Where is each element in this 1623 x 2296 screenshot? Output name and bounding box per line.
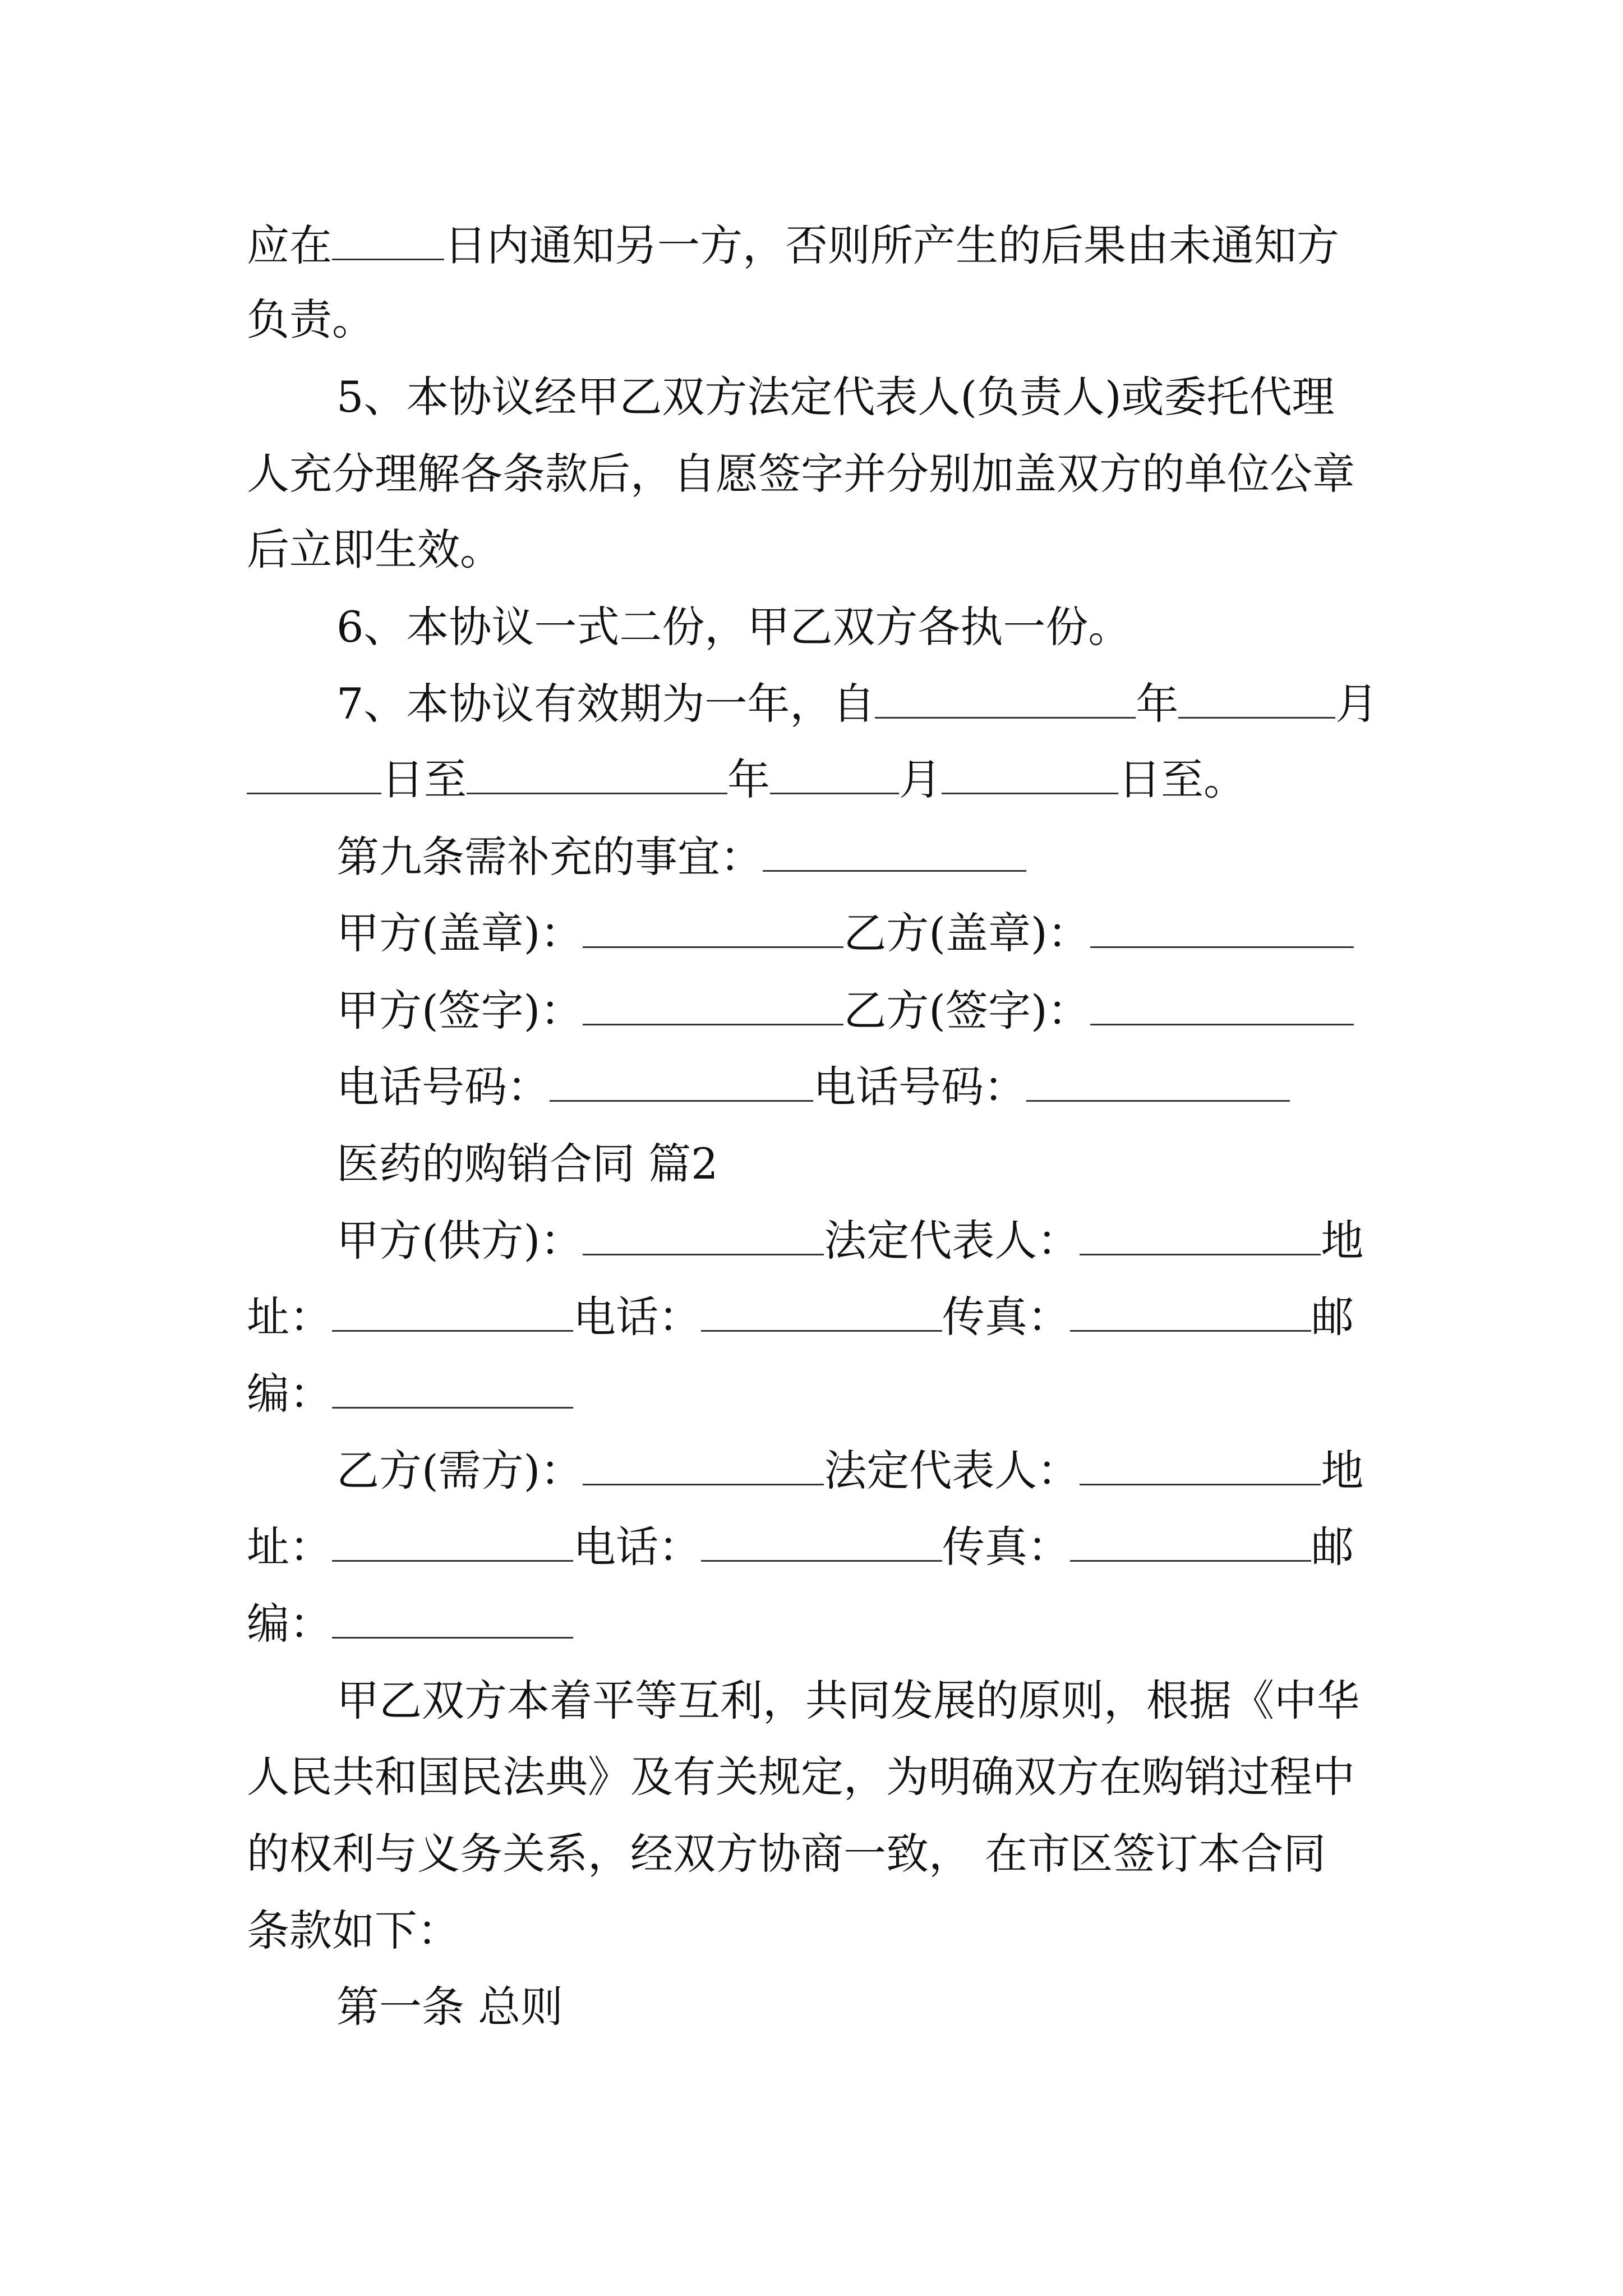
text: 5、本协议经甲乙双方法定代表人(负责人)或委托代理 — [336, 372, 1335, 422]
blank-field — [467, 758, 727, 794]
text: 乙方(需方)： — [336, 1446, 583, 1496]
text: 邮 — [1311, 1292, 1354, 1342]
paragraph-line — [247, 1826, 1326, 1882]
text: 甲方(签字)： — [336, 986, 583, 1036]
section-heading — [336, 1136, 718, 1192]
party-b-line — [336, 1443, 1363, 1499]
text: 人民共和国民法典》及有关规定，为明确双方在购销过程中 — [247, 1752, 1355, 1802]
article-1-heading — [336, 1979, 563, 2035]
paragraph-line — [247, 292, 375, 348]
text: 法定代表人： — [824, 1446, 1080, 1496]
blank-field — [247, 758, 381, 794]
text: 传真： — [942, 1522, 1070, 1572]
blank-field — [770, 758, 899, 794]
text: 地 — [1321, 1216, 1364, 1266]
text: 电话号码： — [813, 1062, 1026, 1112]
text: 甲方(供方)： — [336, 1216, 583, 1266]
paragraph-line — [247, 446, 1355, 502]
paragraph-line — [247, 1749, 1355, 1805]
text: 条款如下： — [247, 1906, 460, 1955]
text: 地 — [1321, 1446, 1364, 1496]
paragraph-line — [247, 522, 502, 578]
text: 6、本协议一式二份，甲乙双方各执一份。 — [336, 602, 1131, 652]
blank-field — [583, 989, 843, 1025]
text: 乙方(盖章)： — [843, 908, 1090, 958]
paragraph-line — [247, 218, 1339, 274]
blank-field — [1090, 912, 1354, 948]
blank-field — [942, 758, 1118, 794]
blank-field — [550, 1065, 813, 1102]
text: 甲方(盖章)： — [336, 908, 583, 958]
party-a-contact-line — [247, 1289, 1354, 1345]
blank-field — [332, 1372, 573, 1409]
text: 乙方(签字)： — [843, 986, 1090, 1036]
phone-line — [336, 1059, 1290, 1115]
text: 电话号码： — [336, 1062, 550, 1112]
blank-field — [1026, 1065, 1290, 1102]
article-9-line — [336, 829, 1026, 885]
blank-field — [332, 1602, 573, 1639]
paragraph-line — [247, 752, 1246, 808]
text: 传真： — [942, 1292, 1070, 1342]
blank-field — [583, 1449, 824, 1485]
text: 第九条需补充的事宜： — [336, 832, 763, 882]
text: 日内通知另一方，否则所产生的后果由未通知方 — [444, 220, 1339, 270]
blank-field — [763, 835, 1026, 872]
text: 编： — [247, 1599, 332, 1649]
blank-field — [701, 1525, 942, 1562]
blank-field — [1080, 1219, 1321, 1255]
signature-seal-line — [336, 905, 1354, 961]
blank-field — [1090, 989, 1354, 1025]
text: 月 — [1335, 679, 1378, 729]
blank-field — [875, 682, 1136, 719]
text: 负责。 — [247, 295, 375, 344]
party-b-postcode-line — [247, 1596, 573, 1652]
text: 电话： — [573, 1522, 701, 1572]
text: 法定代表人： — [824, 1216, 1080, 1266]
text: 邮 — [1311, 1522, 1354, 1572]
clause-5-line — [336, 369, 1335, 425]
text: 年 — [727, 754, 770, 804]
party-a-line — [336, 1213, 1363, 1269]
blank-field — [583, 1219, 824, 1255]
text: 第一条 总则 — [336, 1982, 564, 2032]
blank-field — [1080, 1449, 1321, 1485]
text: 址： — [247, 1522, 332, 1572]
paragraph-line — [247, 1903, 460, 1959]
blank-field — [332, 1295, 573, 1332]
text: 电话： — [573, 1292, 701, 1342]
text: 址： — [247, 1292, 332, 1342]
signature-sign-line — [336, 983, 1354, 1039]
text: 医药的购销合同 篇2 — [336, 1139, 718, 1189]
text: 月 — [899, 754, 942, 804]
text: 甲乙双方本着平等互利，共同发展的原则，根据《中华 — [336, 1676, 1359, 1726]
clause-7-line — [336, 676, 1378, 732]
blank-field — [583, 912, 843, 948]
clause-6-line — [336, 599, 1131, 655]
blank-field — [332, 224, 444, 260]
text: 的权利与义务关系，经双方协商一致， 在市区签订本合同 — [247, 1829, 1326, 1879]
text: 日至。 — [1118, 754, 1246, 804]
blank-field — [701, 1295, 942, 1332]
blank-field — [1178, 682, 1335, 719]
party-a-postcode-line — [247, 1366, 573, 1422]
text: 人充分理解各条款后，自愿签字并分别加盖双方的单位公章 — [247, 449, 1355, 499]
text: 后立即生效。 — [247, 524, 502, 574]
text: 7、本协议有效期为一年，自 — [336, 679, 875, 729]
text: 年 — [1136, 679, 1179, 729]
blank-field — [332, 1525, 573, 1562]
blank-field — [1070, 1295, 1311, 1332]
text: 日至 — [381, 754, 467, 804]
text: 应在 — [247, 220, 332, 270]
text: 编： — [247, 1369, 332, 1419]
preamble-line — [336, 1673, 1359, 1729]
blank-field — [1070, 1525, 1311, 1562]
party-b-contact-line — [247, 1519, 1354, 1575]
